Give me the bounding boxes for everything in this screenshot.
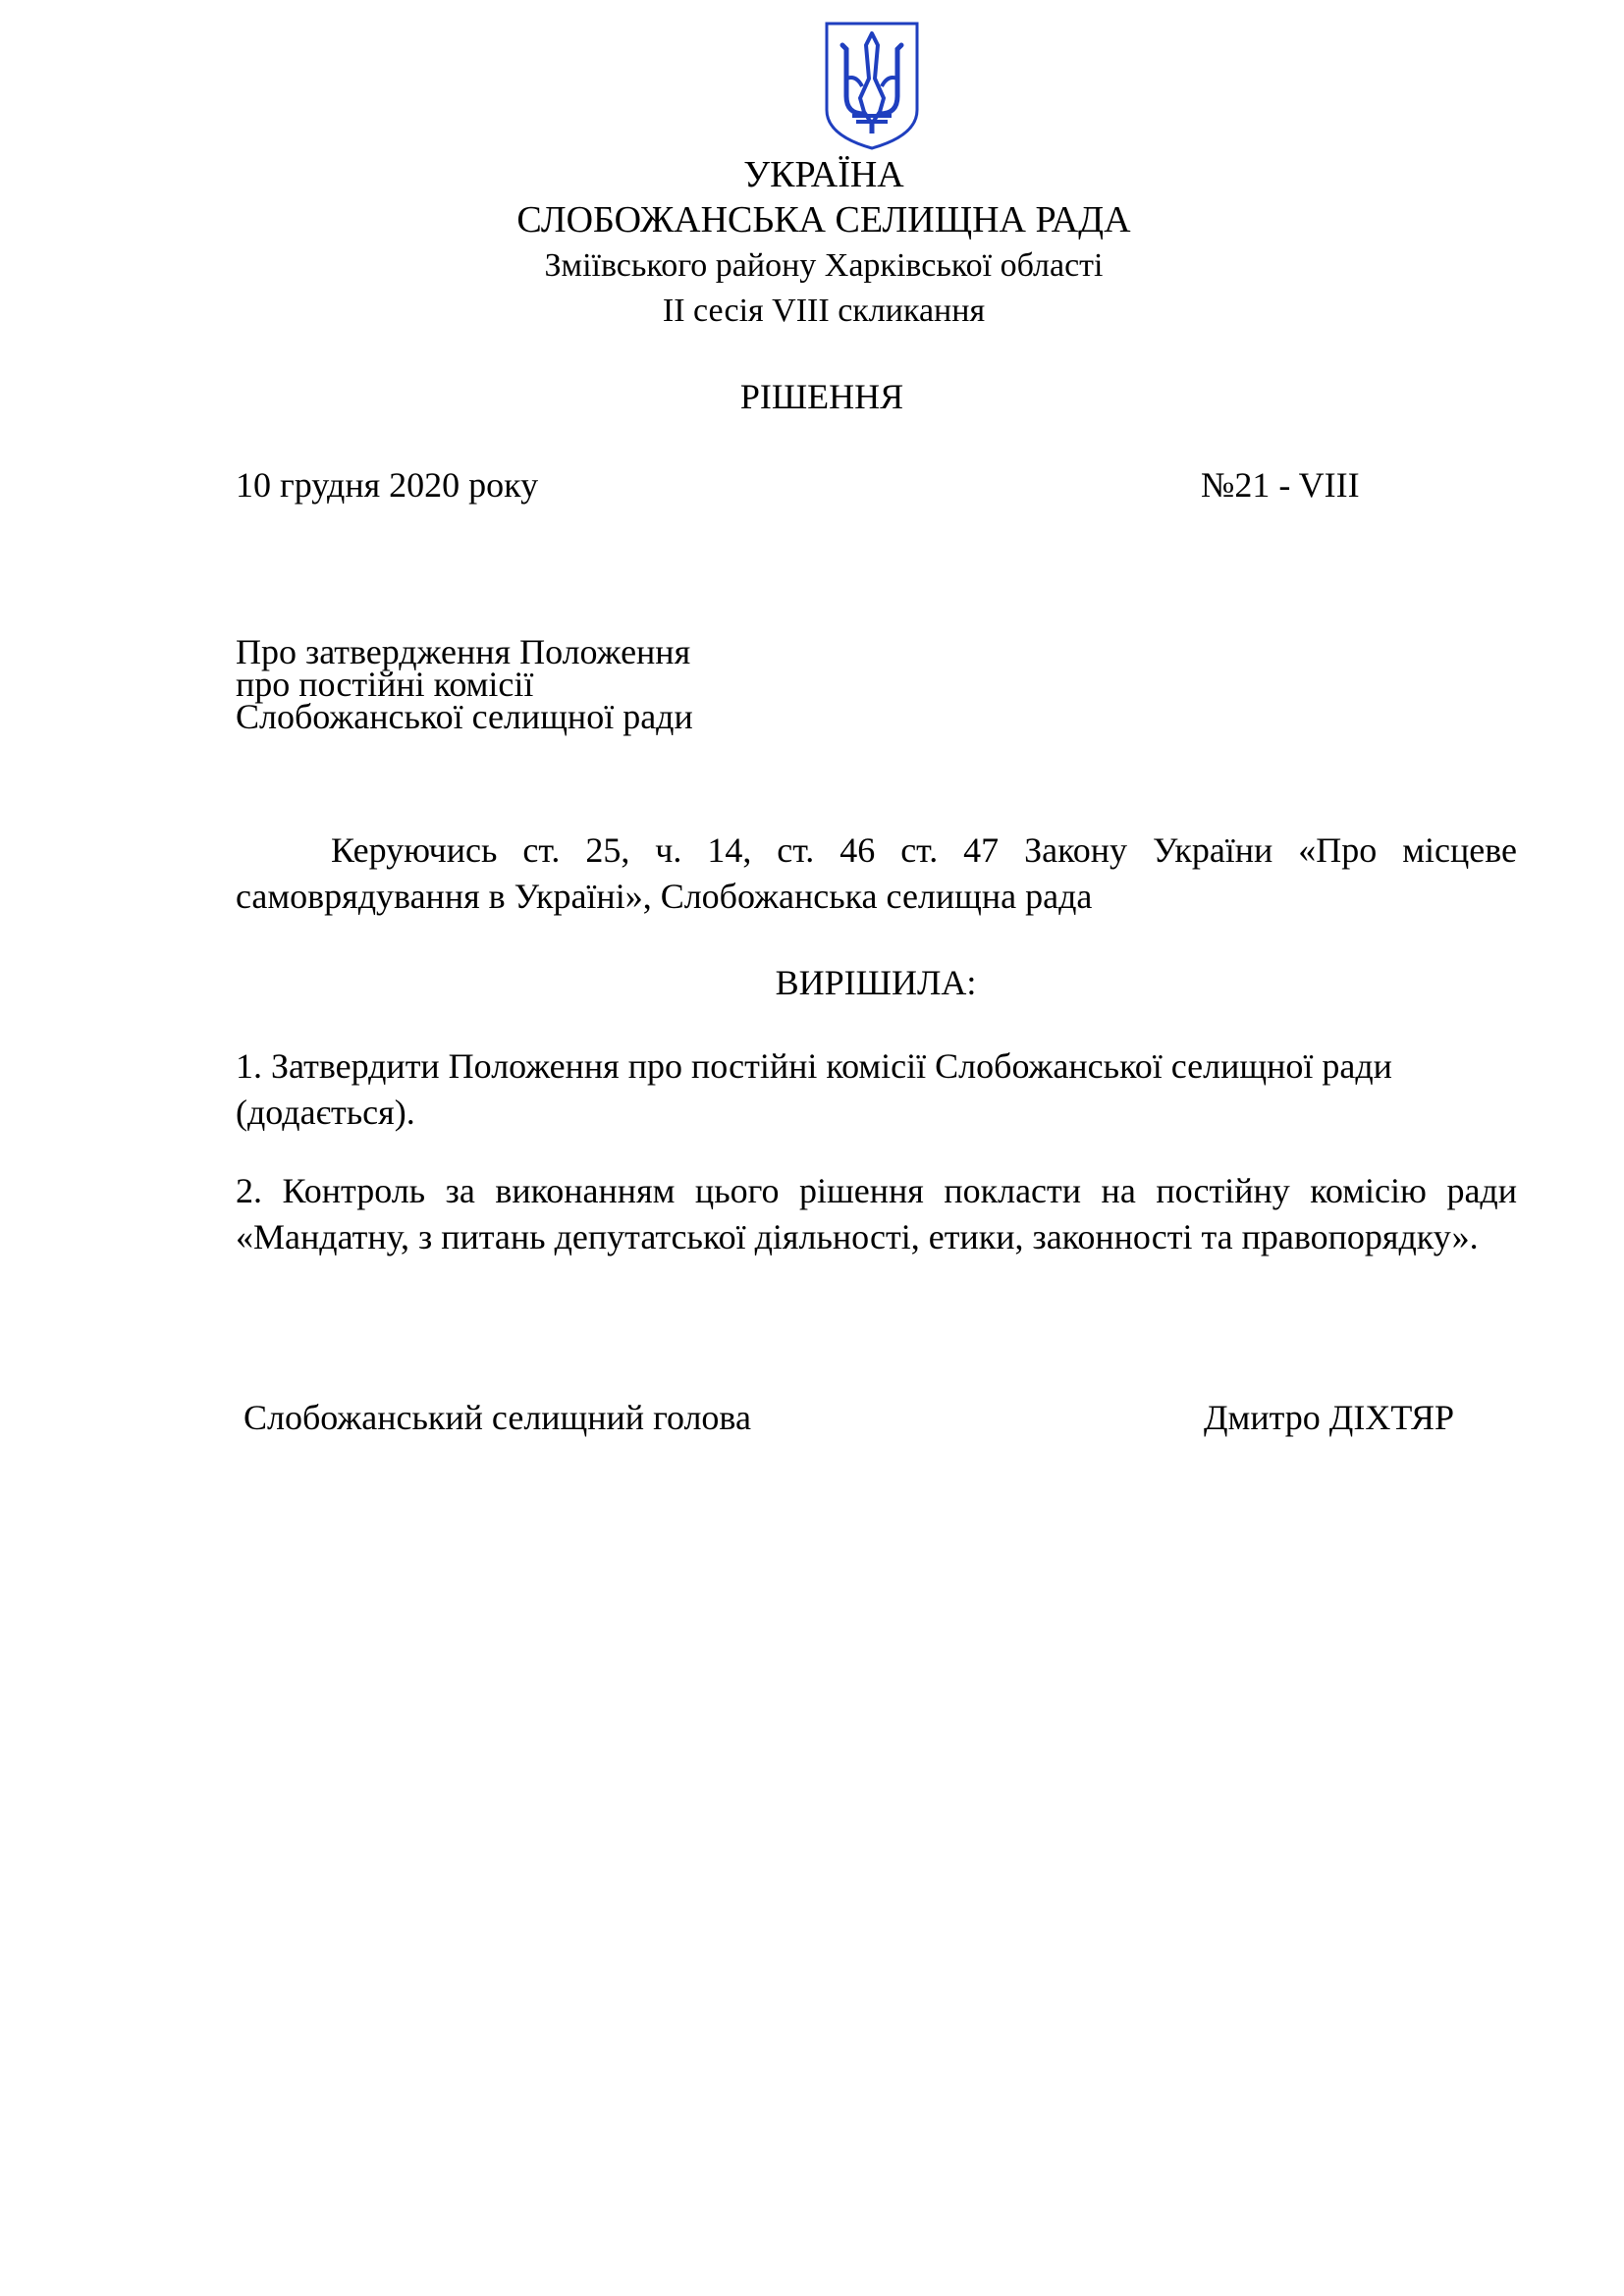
- subject-line: Слобожанської селищної ради: [236, 697, 693, 736]
- signatory-name: Дмитро ДІХТЯР: [1204, 1398, 1454, 1437]
- district-heading: Зміївського району Харківської області: [544, 247, 1104, 284]
- council-heading: СЛОБОЖАНСЬКА СЕЛИЩНА РАДА: [516, 199, 1131, 240]
- subject-line: про постійні комісії: [236, 665, 534, 704]
- decision-number: №21 - VIII: [1201, 465, 1360, 505]
- decision-date: 10 грудня 2020 року: [236, 465, 539, 505]
- country-heading: УКРАЇНА: [743, 154, 904, 195]
- resolved-heading: ВИРІШИЛА:: [775, 963, 977, 1002]
- preamble-paragraph: Керуючись ст. 25, ч. 14, ст. 46 ст. 47 Закону України «Про місцеве самоврядування в Україні», Слобожанська селищна рада: [236, 830, 1517, 916]
- decision-subject: [236, 632, 693, 736]
- resolution-item: 1. Затвердити Положення про постійні комісії Слобожанської селищної ради (додається).: [236, 1046, 1392, 1132]
- trident-coat-of-arms-icon: [823, 20, 921, 152]
- subject-line: Про затвердження Положення: [236, 632, 691, 671]
- document-type-title: РІШЕННЯ: [739, 377, 904, 416]
- signatory-title: Слобожанський селищний голова: [244, 1398, 751, 1437]
- resolution-item: 2. Контроль за виконанням цього рішення покласти на постійну комісію ради «Мандатну, з питань депутатської діяльності, етики, законності та правопорядку».: [236, 1171, 1517, 1256]
- session-heading: ІІ сесія VIII скликання: [662, 293, 986, 329]
